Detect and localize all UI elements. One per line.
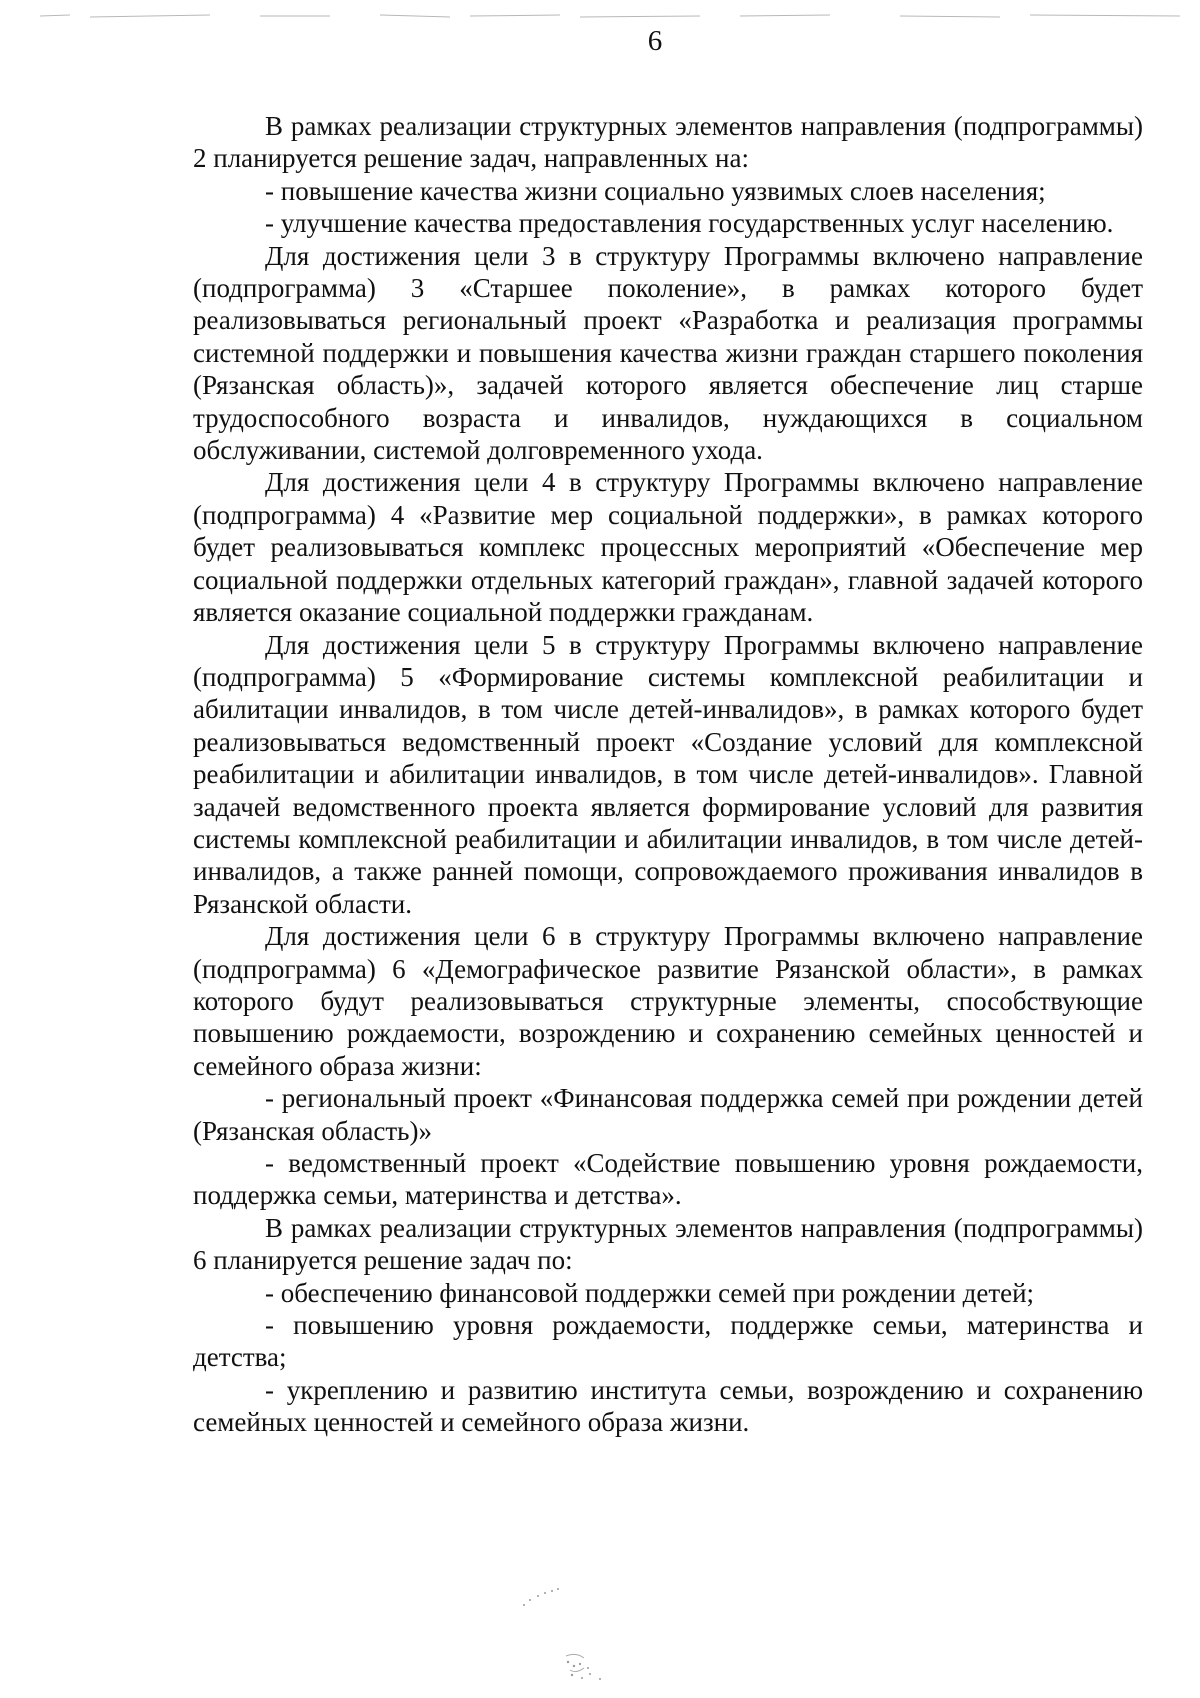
paragraph: Для достижения цели 4 в структуру Программы включено направление (подпрограмма) 4 «Развитие мер социальной поддержки», в рамках которого будет реализовываться комплекс процессных мероприятий «Обеспечение мер социальной поддержки отдельных категорий граждан», главной задачей которого является оказание социальной поддержки гражданам. (193, 467, 1143, 628)
scan-edge-noise (0, 12, 1200, 20)
paragraph: Для достижения цели 6 в структуру Программы включено направление (подпрограмма) 6 «Демографическое развитие Рязанской области», в рамках которого будут реализовываться структурные элементы, способствующие повышению рождаемости, возрождению и сохранению семейных ценностей и семейного образа жизни: (193, 921, 1143, 1081)
document-body (193, 110, 1143, 1439)
page-number: 6 (647, 25, 663, 57)
paragraph: В рамках реализации структурных элементов направления (подпрограммы) 6 планируется решение задач по: (193, 1212, 1143, 1276)
paragraph: Для достижения цели 5 в структуру Программы включено направление (подпрограмма) 5 «Формирование системы комплексной реабилитации и абилитации инвалидов, в том числе детей-инвалидов», в рамках которого будет реализовываться ведомственный проект «Создание условий для комплексной реабилитации и абилитации инвалидов, в том числе детей-инвалидов». Главной задачей ведомственного проекта является формирование условий для развития системы комплексной реабилитации и абилитации инвалидов, в том числе детей-инвалидов, а также ранней помощи, сопровождаемого проживания инвалидов в Рязанской области. (193, 629, 1143, 919)
paragraph: - обеспечению финансовой поддержки семей при рождении детей; (265, 1277, 1035, 1308)
scan-stamp-marks (500, 1580, 700, 1690)
paragraph: - региональный проект «Финансовая поддержка семей при рождении детей (Рязанская область)» (193, 1083, 1143, 1146)
paragraph: - повышению уровня рождаемости, поддержке семьи, материнства и детства; (193, 1310, 1143, 1373)
paragraph: В рамках реализации структурных элементов направления (подпрограммы) 2 планируется решение задач, направленных на: (193, 111, 1143, 174)
paragraph: - укреплению и развитию института семьи, возрождению и сохранению семейных ценностей и семейного образа жизни. (193, 1374, 1143, 1438)
paragraph: - повышение качества жизни социально уязвимых слоев населения; (265, 175, 1046, 206)
paragraph: - улучшение качества предоставления государственных услуг населению. (265, 208, 1114, 239)
paragraph: - ведомственный проект «Содействие повышению уровня рождаемости, поддержка семьи, материнства и детства». (193, 1148, 1143, 1211)
paragraph: Для достижения цели 3 в структуру Программы включено направление (подпрограмма) 3 «Старшее поколение», в рамках которого будет реализовываться региональный проект «Разработка и реализация программы системной поддержки и повышения качества жизни граждан старшего поколения (Рязанская область)», задачей которого является обеспечение лиц старше трудоспособного возраста и инвалидов, нуждающихся в социальном обслуживании, системой долговременного ухода. (193, 240, 1143, 466)
